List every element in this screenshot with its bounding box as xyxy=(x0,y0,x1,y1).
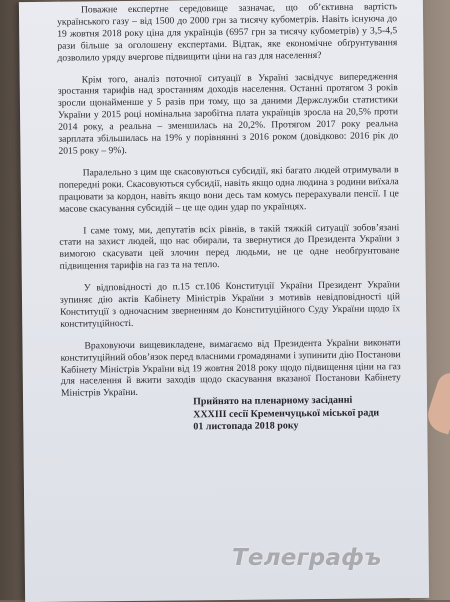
footer-adopted-line: Прийнято на пленарному засіданні xyxy=(193,394,353,408)
paragraph-demand: Враховуючи вищевикладене, вимагаємо від Президента України виконати конституційний обов’язок перед власними громадянами і зупинити дію Постанови Кабінету Міністрів України від 19 жовтня 2018 року щодо підвищення ціни на газ для населення й вжити заходів щодо скасування вказаної Постанови Кабінету Міністрів України. xyxy=(60,336,401,400)
watermark-logo: Телеграфъ xyxy=(232,545,382,571)
document-body xyxy=(57,1,401,400)
paragraph-tariffs-income: Крім того, аналіз поточної ситуації в Україні засвідчує випередження зростання тарифів над зростанням доходів населення. Останні протягом 3 років зросли щонайменше у 5 разів при тому, що за даними Держслужби статистики України у 2015 році номінальна заробітна плата українців зросла на 20,5% проти 2014 року, а реальна – зменшилась на 20,2%. Протягом 2017 року реальна зарплата збільшилась на 19% у порівнянні з 2016 роком (довідково: 2016 рік до 2015 року – 9%). xyxy=(57,70,399,157)
document-sheet xyxy=(19,0,429,602)
paragraph-deputies-appeal: І саме тому, ми, депутатів всіх рівнів, в такій тяжкій ситуації зобов’язані стати на захист людей, що нас обирали, та звернутися до Президента України з вимогою скасувати цей злочин перед людьми, не це одне необґрунтоване підвищення тарифів на газ та на тепло. xyxy=(59,221,400,272)
paragraph-gas-price: Поважне експертне середовище зазначає, що об’єктивна вартість українського газу – від 1500 до 2000 грн за тисячу кубометрів. Навіть існуюча до 19 жовтня 2018 року ціна для українців (6957 грн за тисячу кубометрів) у 3,5-4,5 рази більше за оголошену експертами. Відтак, яке економічне обґрунтування дозволило уряду вчергове підвищити ціни на газ для населення? xyxy=(57,1,398,64)
footer-session-line: XXXIII сесії Кременчуцької міської ради xyxy=(193,406,380,420)
paragraph-subsidies: Паралельно з цим ще скасовуються субсидії, які багато людей отримували в попередні роки. Скасовуються субсидії, навіть якщо одна людина з родини виїхала працювати за кордон, навіть якщо вони десь там комусь перерахували пенсії. І це масове скасування субсидій – це ще один удар по українцях. xyxy=(58,164,399,215)
document-footer xyxy=(193,394,423,434)
footer-date-line: 01 листопада 2018 року xyxy=(193,420,299,433)
paragraph-constitution: У відповідності до п.15 ст.106 Конституції України Президент України зупиняє дію актів Кабінету Міністрів України з мотивів невідповідності цій Конституції з одночасним зверненням до Конституційного Суду України щодо їх конституційності. xyxy=(59,279,401,330)
